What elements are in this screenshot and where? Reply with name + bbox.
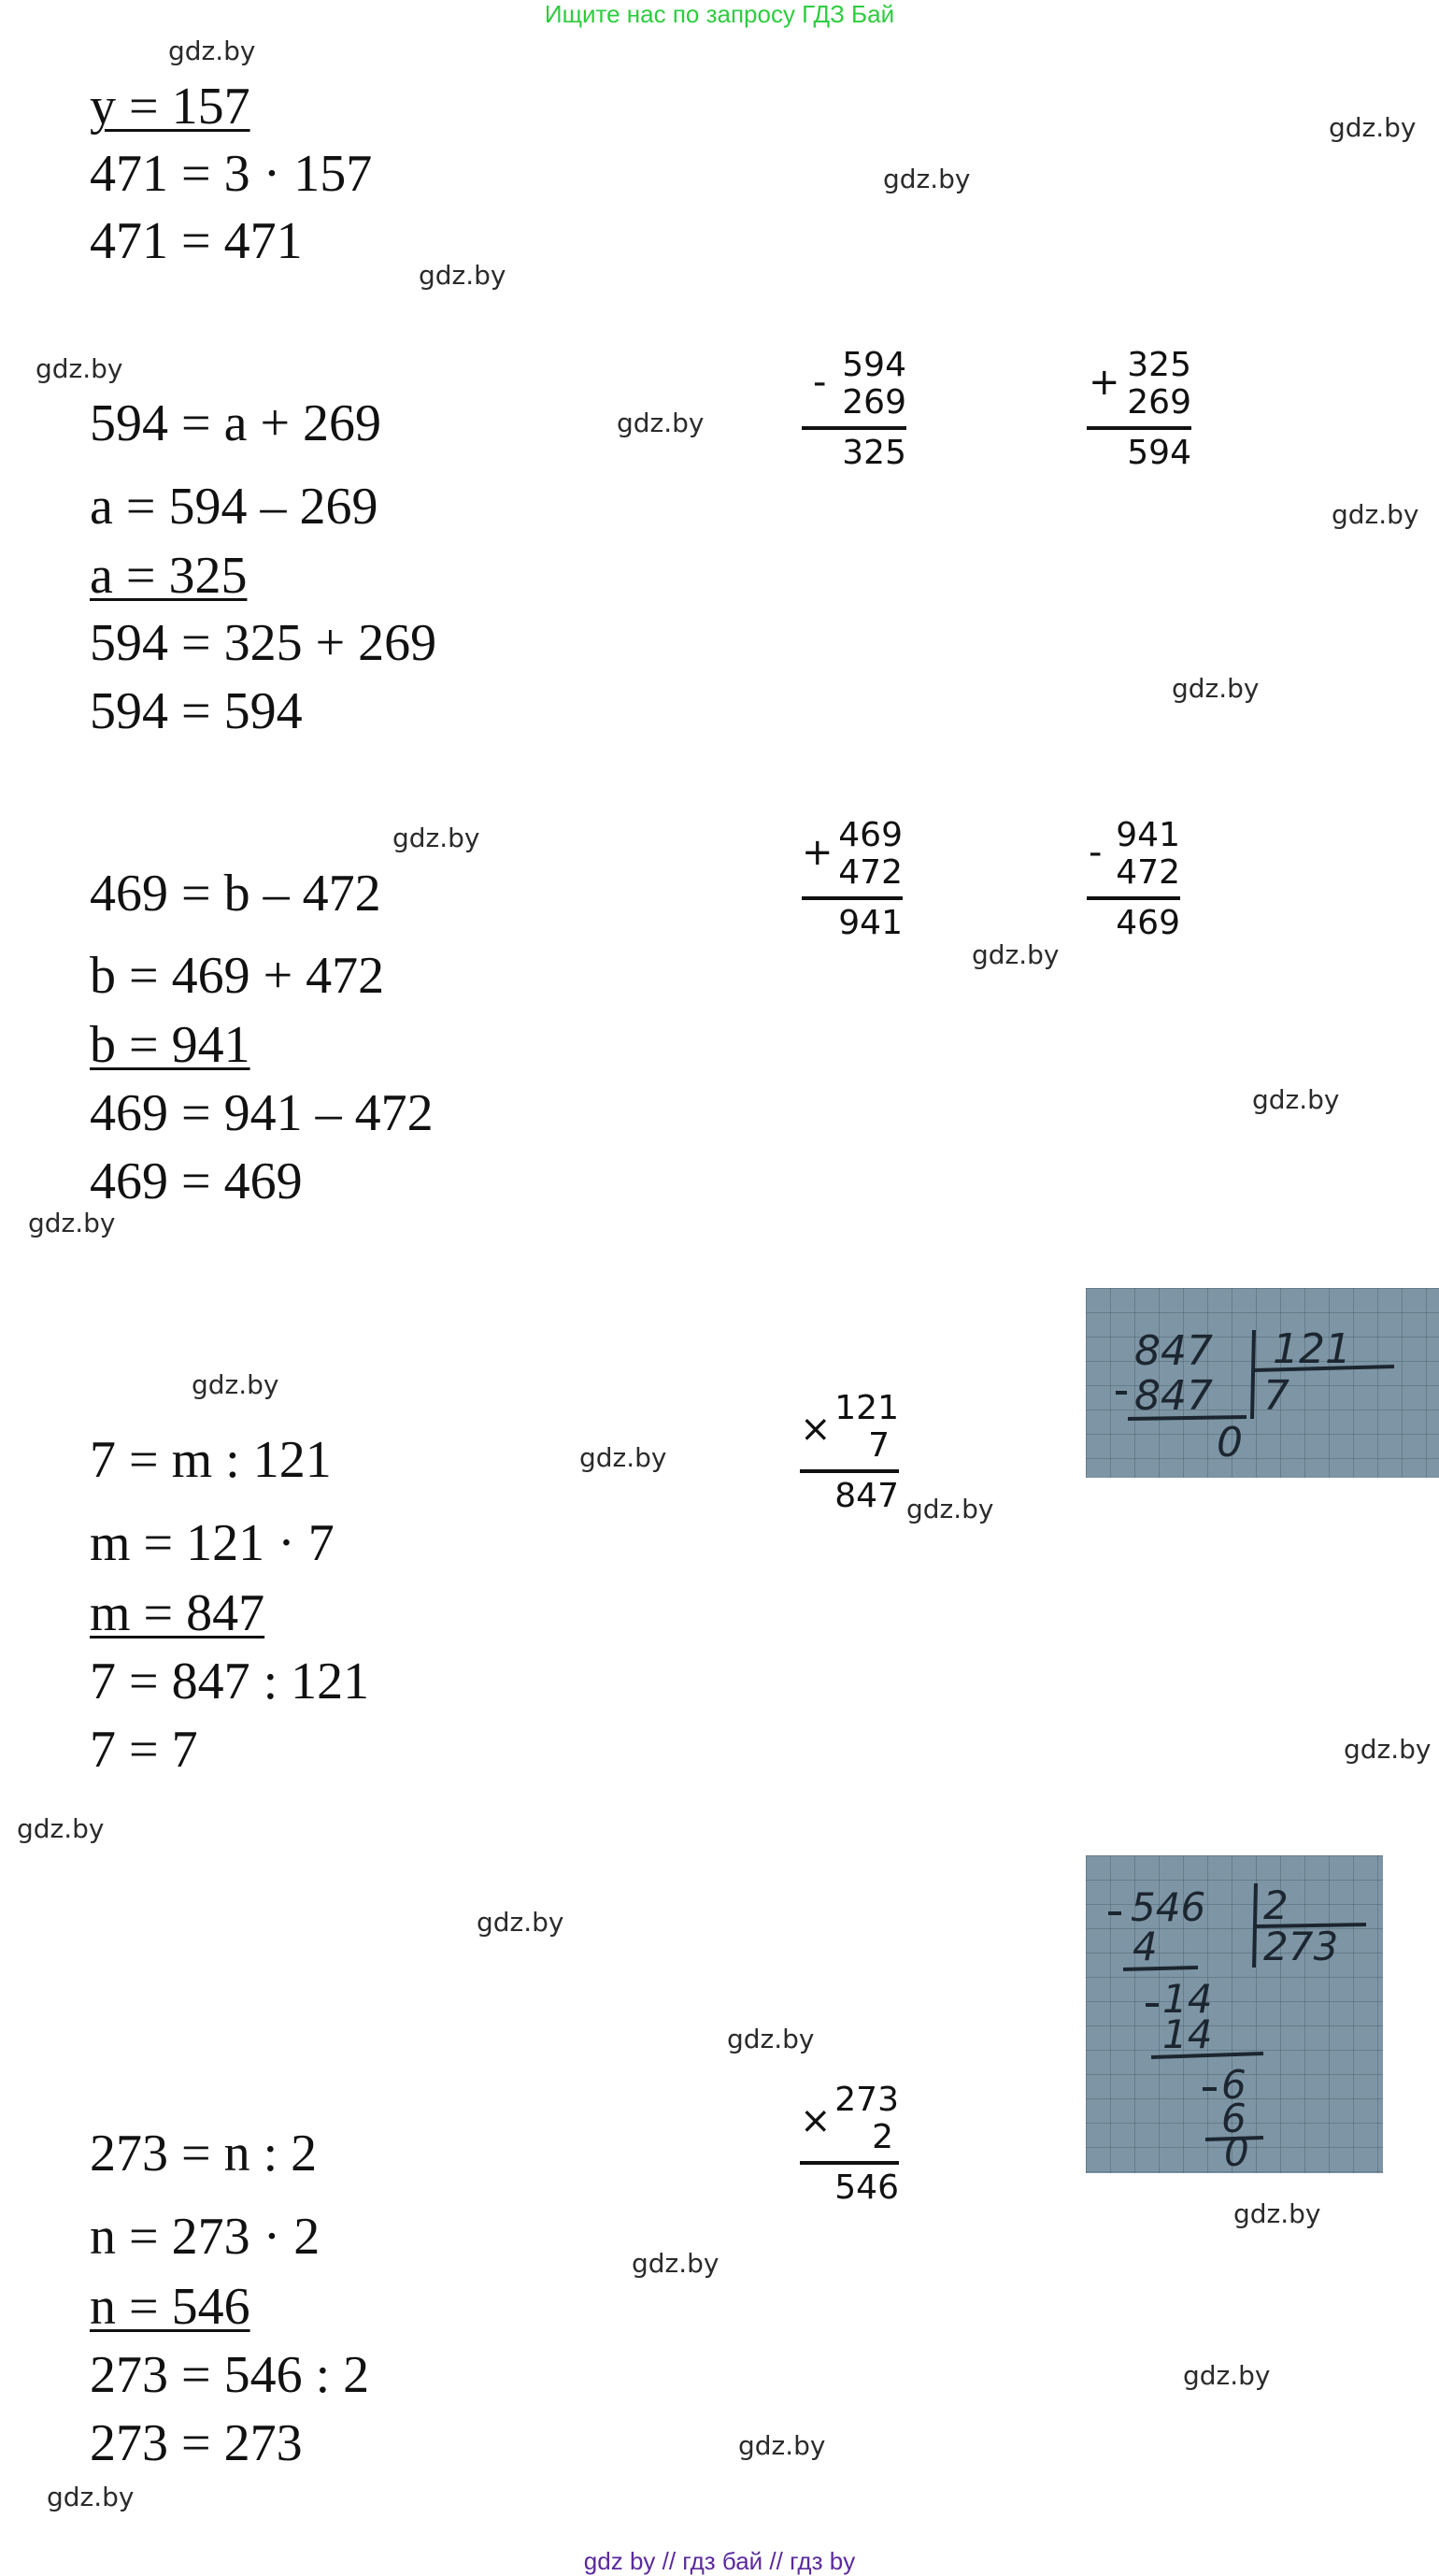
column-line (800, 2161, 899, 2165)
watermark: gdz.by (617, 408, 705, 438)
column-result: 594 (1127, 434, 1191, 472)
column-calculation (1087, 346, 1191, 486)
handwritten-division-photo (1086, 1855, 1383, 2173)
equation-line: 594 = 325 + 269 (90, 614, 437, 672)
column-bottom: 269 (842, 383, 906, 422)
equation-line: b = 941 (90, 1016, 250, 1074)
watermark: gdz.by (1332, 499, 1419, 530)
watermark: gdz.by (168, 36, 256, 66)
watermark: gdz.by (727, 2024, 815, 2054)
equation-line: 471 = 3 · 157 (90, 145, 373, 203)
column-top: 121 (834, 1389, 899, 1427)
hand-remainder: 0 (1224, 2129, 1249, 2173)
column-line (1087, 896, 1180, 900)
column-line (802, 896, 903, 900)
column-bottom: 472 (1116, 853, 1180, 892)
watermark: gdz.by (1344, 1734, 1432, 1765)
equation-line: b = 469 + 472 (90, 947, 385, 1005)
hand-partial: 6 (1221, 2062, 1247, 2108)
column-bottom: 472 (838, 853, 903, 892)
equation-line: n = 273 · 2 (90, 2208, 321, 2266)
operator-sign: - (1089, 831, 1103, 874)
watermark: gdz.by (906, 1494, 994, 1524)
column-calculation (1087, 816, 1180, 956)
equation-line: n = 546 (90, 2278, 250, 2336)
watermark: gdz.by (192, 1369, 279, 1400)
handwriting-drawing (1086, 1855, 1383, 2173)
equation-line: m = 121 · 7 (90, 1514, 335, 1572)
hand-quotient: 7 (1263, 1372, 1289, 1420)
equation-line: a = 325 (90, 547, 248, 605)
column-result: 469 (1116, 904, 1180, 942)
hand-divisor: 2 (1263, 1882, 1289, 1928)
hand-dividend: 847 (1134, 1327, 1213, 1375)
watermark: gdz.by (579, 1442, 667, 1473)
watermark: gdz.by (883, 164, 971, 194)
hand-partial: 14 (1162, 1976, 1213, 2022)
equation-line: y = 157 (90, 78, 250, 136)
watermark: gdz.by (972, 939, 1060, 970)
column-calculation (800, 1389, 899, 1529)
equation-line: 594 = 594 (90, 682, 303, 740)
watermark: gdz.by (419, 260, 506, 291)
hand-subtrahend: 6 (1221, 2096, 1247, 2141)
column-line (802, 426, 906, 430)
column-result: 941 (838, 904, 903, 942)
equation-line: 469 = 941 – 472 (90, 1084, 434, 1142)
column-result: 325 (842, 434, 906, 472)
hand-divisor: 121 (1273, 1325, 1351, 1373)
watermark: gdz.by (738, 2430, 826, 2461)
hand-subtrahend: 847 (1134, 1372, 1213, 1420)
column-result: 847 (834, 1477, 899, 1515)
operator-sign: + (802, 831, 833, 874)
watermark: gdz.by (36, 353, 123, 384)
watermark: gdz.by (17, 1813, 105, 1844)
watermark: gdz.by (1252, 1084, 1340, 1115)
watermark: gdz.by (477, 1907, 564, 1938)
watermark: gdz.by (1233, 2198, 1321, 2229)
equation-line: 471 = 471 (90, 212, 303, 270)
column-bottom: 7 (868, 1426, 890, 1465)
watermark: gdz.by (632, 2248, 720, 2279)
equation-line: 7 = 7 (90, 1721, 198, 1779)
hand-remainder: 0 (1217, 1419, 1243, 1467)
watermark: gdz.by (392, 823, 480, 853)
watermark: gdz.by (47, 2482, 135, 2512)
equation-line: a = 594 – 269 (90, 478, 378, 536)
watermark: gdz.by (1183, 2360, 1271, 2391)
equation-line: 273 = 273 (90, 2414, 303, 2472)
column-top: 469 (838, 816, 903, 854)
column-top: 325 (1127, 346, 1191, 384)
column-calculation (802, 816, 903, 956)
equation-line: 594 = a + 269 (90, 394, 382, 452)
column-line (1087, 426, 1191, 430)
watermark: gdz.by (1329, 112, 1417, 143)
equation-line: 273 = 546 : 2 (90, 2346, 370, 2404)
operator-sign: - (813, 361, 827, 404)
column-bottom: 269 (1127, 383, 1191, 422)
handwriting-drawing (1086, 1288, 1439, 1478)
equation-line: m = 847 (90, 1584, 265, 1642)
column-line (800, 1469, 899, 1473)
handwritten-division-photo (1086, 1288, 1439, 1478)
equation-line: 7 = 847 : 121 (90, 1653, 370, 1710)
column-top: 594 (842, 346, 906, 384)
equation-line: 469 = 469 (90, 1152, 303, 1210)
column-top: 941 (1116, 816, 1180, 854)
top-banner[interactable]: Ищите нас по запросу ГДЗ Бай (544, 0, 895, 28)
hand-quotient: 273 (1263, 1924, 1339, 1969)
hand-subtrahend: 14 (1162, 2011, 1213, 2057)
watermark: gdz.by (28, 1208, 116, 1238)
operator-sign: × (800, 2099, 832, 2142)
operator-sign: × (800, 1408, 832, 1451)
column-calculation (802, 346, 906, 486)
hand-subtrahend: 4 (1133, 1924, 1158, 1969)
equation-line: 273 = n : 2 (90, 2125, 318, 2182)
column-bottom: 2 (872, 2118, 893, 2156)
equation-line: 7 = m : 121 (90, 1431, 332, 1489)
footer-links[interactable]: gdz by // гдз бай // гдз by (583, 2547, 856, 2575)
hand-dividend: 546 (1131, 1884, 1206, 1930)
equation-line: 469 = b – 472 (90, 865, 381, 923)
column-result: 546 (834, 2168, 899, 2207)
operator-sign: + (1089, 361, 1120, 404)
column-top: 273 (834, 2081, 899, 2119)
watermark: gdz.by (1172, 673, 1260, 704)
column-calculation (800, 2081, 899, 2221)
